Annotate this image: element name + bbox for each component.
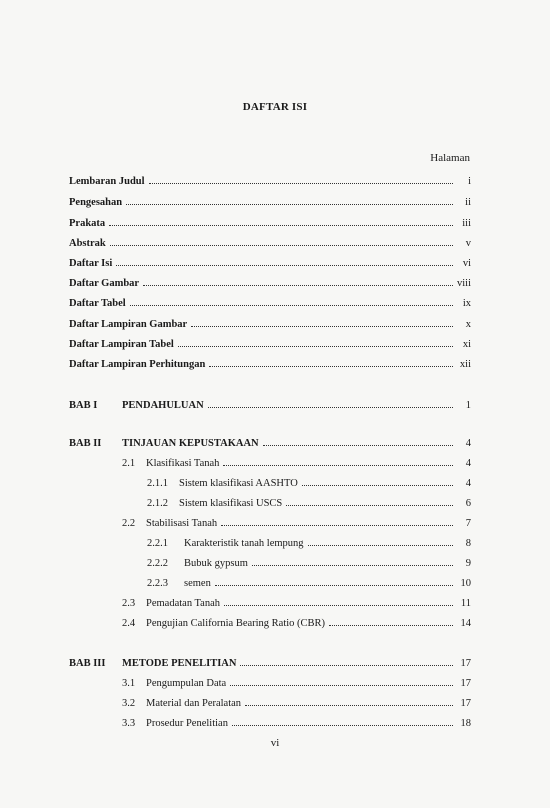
section-title: Pemadatan Tanah [146, 598, 221, 609]
toc-section-3-1 [122, 676, 471, 690]
dot-leader [223, 456, 453, 466]
chapter-title: METODE PENELITIAN [122, 658, 237, 669]
chapter-title: TINJAUAN KEPUSTAKAAN [122, 438, 259, 449]
section-title: Prosedur Penelitian [146, 718, 228, 729]
dot-leader [263, 436, 453, 446]
toc-entry-label: Daftar Tabel [69, 298, 126, 309]
dot-leader [286, 496, 453, 506]
toc-entry-label: Prakata [69, 218, 106, 229]
toc-section-2-1-2 [147, 496, 471, 510]
toc-entry-pengesahan [69, 195, 471, 209]
toc-entry-abstrak [69, 236, 471, 250]
section-number: 2.1.1 [147, 478, 168, 489]
dot-leader [215, 576, 453, 586]
toc-entry-page: 11 [460, 598, 471, 609]
toc-entry-page: vi [462, 258, 471, 269]
dot-leader [191, 317, 453, 327]
section-title: Pengumpulan Data [146, 678, 227, 689]
toc-entry-page: viii [456, 278, 471, 289]
page-title: DAFTAR ISI [242, 101, 308, 113]
section-title: Bubuk gypsum [184, 558, 248, 569]
toc-entry-label: Abstrak [69, 238, 106, 249]
toc-section-2-1-1 [147, 476, 471, 490]
section-number: 2.2.1 [147, 538, 168, 549]
toc-entry-page: ix [462, 298, 471, 309]
toc-entry-page: 7 [465, 518, 471, 529]
toc-entry-daftar-isi [69, 256, 471, 270]
toc-entry-page: 17 [460, 658, 471, 669]
toc-entry-page: 4 [465, 478, 471, 489]
section-number: 2.4 [122, 618, 136, 629]
dot-leader [240, 656, 453, 666]
chapter-number: BAB I [69, 400, 98, 411]
section-number: 2.3 [122, 598, 136, 609]
chapter-number: BAB II [69, 438, 102, 449]
toc-entry-prakata [69, 216, 471, 230]
toc-chapter-bab-2 [69, 436, 471, 450]
toc-entry-page: xi [462, 339, 471, 350]
toc-entry-daftar-lampiran-tabel [69, 337, 471, 351]
toc-entry-daftar-gambar [69, 276, 471, 290]
section-title: Sistem klasifikasi AASHTO [179, 478, 298, 489]
chapter-title: PENDAHULUAN [122, 400, 204, 411]
toc-entry-daftar-lampiran-perhitungan [69, 357, 471, 371]
dot-leader [178, 337, 453, 347]
dot-leader [116, 256, 453, 266]
section-number: 2.2 [122, 518, 136, 529]
toc-entry-page: 8 [465, 538, 471, 549]
dot-leader [308, 536, 453, 546]
toc-section-3-3 [122, 716, 471, 730]
toc-entry-daftar-lampiran-gambar [69, 317, 471, 331]
toc-entry-page: 18 [460, 718, 471, 729]
section-title: Klasifikasi Tanah [146, 458, 220, 469]
section-number: 3.3 [122, 718, 136, 729]
toc-entry-page: 17 [460, 698, 471, 709]
toc-section-3-2 [122, 696, 471, 710]
toc-entry-label: Daftar Lampiran Gambar [69, 319, 188, 330]
dot-leader [221, 516, 453, 526]
toc-entry-daftar-tabel [69, 296, 471, 310]
toc-entry-page: v [465, 238, 471, 249]
toc-entry-page: ii [465, 197, 471, 208]
toc-entry-label: Lembaran Judul [69, 176, 145, 187]
dot-leader [209, 357, 453, 367]
dot-leader [208, 398, 453, 408]
dot-leader [232, 716, 453, 726]
dot-leader [230, 676, 453, 686]
toc-section-2-3 [122, 596, 471, 610]
toc-entry-page: 14 [460, 618, 471, 629]
halaman-label: Halaman [430, 152, 470, 164]
dot-leader [126, 195, 453, 205]
toc-entry-page: 4 [465, 458, 471, 469]
dot-leader [110, 236, 453, 246]
dot-leader [143, 276, 453, 286]
toc-entry-page: iii [462, 218, 471, 229]
dot-leader [130, 296, 453, 306]
toc-section-2-4 [122, 616, 471, 630]
dot-leader [224, 596, 453, 606]
toc-entry-label: Daftar Lampiran Perhitungan [69, 359, 206, 370]
toc-section-2-2 [122, 516, 471, 530]
toc-chapter-bab-3 [69, 656, 471, 670]
section-title: semen [184, 578, 211, 589]
toc-section-2-2-2 [147, 556, 471, 570]
dot-leader [149, 174, 453, 184]
toc-section-2-2-1 [147, 536, 471, 550]
toc-entry-page: x [465, 319, 471, 330]
section-title: Material dan Peralatan [146, 698, 242, 709]
toc-entry-page: 10 [460, 578, 471, 589]
section-number: 2.1 [122, 458, 136, 469]
section-number: 3.1 [122, 678, 136, 689]
section-title: Stabilisasi Tanah [146, 518, 218, 529]
dot-leader [302, 476, 453, 486]
toc-entry-label: Daftar Lampiran Tabel [69, 339, 174, 350]
toc-section-2-2-3 [147, 576, 471, 590]
section-title: Pengujian California Bearing Ratio (CBR) [146, 618, 326, 629]
dot-leader [329, 616, 453, 626]
section-title: Sistem klasifikasi USCS [179, 498, 283, 509]
toc-entry-lembaran-judul [69, 174, 471, 188]
toc-entry-page: 6 [465, 498, 471, 509]
toc-entry-page: 9 [465, 558, 471, 569]
section-number: 2.2.3 [147, 578, 168, 589]
toc-entry-page: xii [459, 359, 471, 370]
dot-leader [245, 696, 453, 706]
toc-entry-page: i [468, 176, 471, 187]
dot-leader [252, 556, 453, 566]
toc-entry-page: 17 [460, 678, 471, 689]
section-number: 2.2.2 [147, 558, 168, 569]
section-number: 3.2 [122, 698, 136, 709]
toc-entry-label: Daftar Gambar [69, 278, 140, 289]
toc-entry-label: Pengesahan [69, 197, 123, 208]
toc-chapter-bab-1 [69, 398, 471, 412]
page-number-footer: vi [270, 737, 280, 749]
toc-entry-page: 1 [465, 400, 471, 411]
section-number: 2.1.2 [147, 498, 168, 509]
dot-leader [109, 216, 453, 226]
section-title: Karakteristik tanah lempung [184, 538, 304, 549]
toc-section-2-1 [122, 456, 471, 470]
chapter-number: BAB III [69, 658, 106, 669]
toc-entry-page: 4 [465, 438, 471, 449]
toc-entry-label: Daftar Isi [69, 258, 113, 269]
